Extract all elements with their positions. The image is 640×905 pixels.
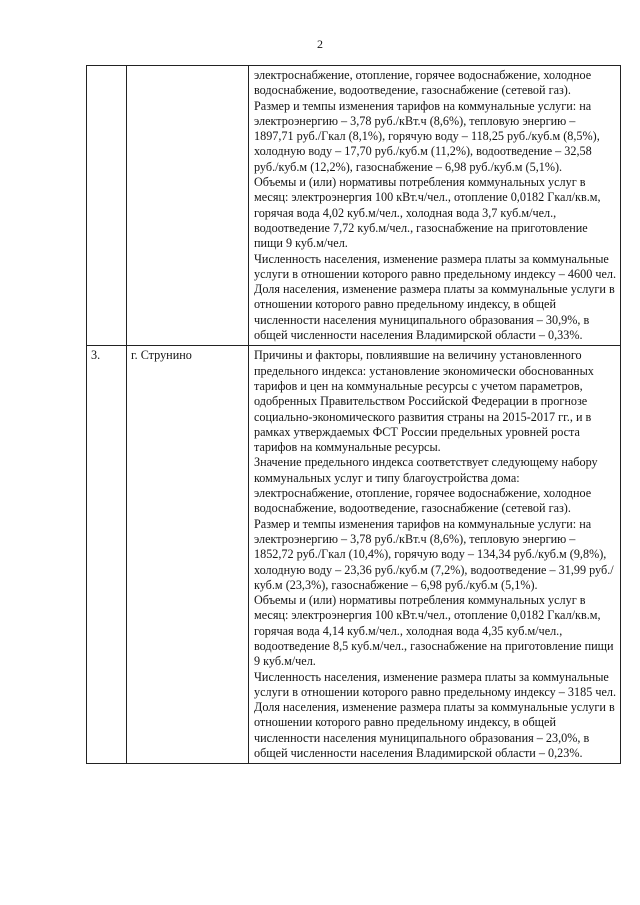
description-paragraph: Численность населения, изменение размера платы за коммунальные услуги в отношении которого равно предельному индексу – 4600 чел. (254, 251, 617, 281)
description-cell (249, 66, 621, 346)
description-paragraph: Значение предельного индекса соответствует следующему набору коммунальных услуг и типу благоустройства дома: электроснабжение, отопление, горячее водоснабжение, холодное водоснабжение, водоотведение, газоснабжение (сетевой газ). (254, 455, 598, 516)
municipality-cell (127, 66, 249, 346)
description-paragraph: Размер и темпы изменения тарифов на коммунальные услуги: на электроэнергию – 3,78 руб./кВт.ч (8,6%), тепловую энергию – 1852,72 руб./Гкал (10,4%), горячую воду – 134,34 руб./куб.м (9,8%), холодную воду – 23,36 руб./куб.м (7,2%), водоотведение – 31,99 руб./куб.м (23,3%), газоснабжение – 6,98 руб./куб.м (5,1%). (254, 516, 614, 592)
table-row (87, 346, 621, 764)
description-paragraph: Численность населения, изменение размера платы за коммунальные услуги в отношении которого равно предельному индексу – 3185 чел. (254, 669, 617, 699)
description-paragraph: Объемы и (или) нормативы потребления коммунальных услуг в месяц: электроэнергия 100 кВт.ч/чел., отопление 0,0182 Гкал/кв.м, горячая вода 4,02 куб.м/чел., холодная вода 3,7 куб.м/чел., водоотведение 7,72 куб.м/чел., газоснабжение на приготовление пищи 9 куб.м/чел. (254, 175, 601, 251)
row-number-cell (87, 66, 127, 346)
municipality-cell: г. Струнино (127, 346, 249, 764)
description-paragraph: электроснабжение, отопление, горячее водоснабжение, холодное водоснабжение, водоотведение, газоснабжение (сетевой газ). (254, 68, 592, 98)
table-row (87, 66, 621, 346)
description-paragraph: Размер и темпы изменения тарифов на коммунальные услуги: на электроэнергию – 3,78 руб./кВт.ч (8,6%), тепловую энергию – 1897,71 руб./Гкал (8,1%), горячую воду – 118,25 руб./куб.м (8,5%), холодную воду – 17,70 руб./куб.м (11,2%), водоотведение – 32,58 руб./куб.м (12,2%), газоснабжение – 6,98 руб./куб.м (5,1%). (254, 98, 600, 174)
description-paragraph: Объемы и (или) нормативы потребления коммунальных услуг в месяц: электроэнергия 100 кВт.ч/чел., отопление 0,0182 Гкал/кв.м, горячая вода 4,14 куб.м/чел., холодная вода 4,35 куб.м/чел., водоотведение 8,5 куб.м/чел., газоснабжение на приготовление пищи 9 куб.м/чел. (254, 593, 614, 669)
description-paragraph: Доля населения, изменение размера платы за коммунальные услуги в отношении которого равно предельному индексу, в общей численности населения муниципального образования – 30,9%, в общей численности населения Владимирской области – 0,33%. (254, 282, 615, 343)
page-number: 2 (317, 37, 323, 51)
row-number-cell: 3. (87, 346, 127, 764)
description-paragraph: Доля населения, изменение размера платы за коммунальные услуги в отношении которого равно предельному индексу, в общей численности населения муниципального образования – 23,0%, в общей численности населения Владимирской области – 0,23%. (254, 700, 615, 761)
description-cell (249, 346, 621, 764)
tariff-table (86, 65, 621, 764)
description-paragraph: Причины и факторы, повлиявшие на величину установленного предельного индекса: установление экономически обоснованных тарифов и цен на коммунальные ресурсы с учетом параметров, одобренных Правительством Российской Федерации в прогнозе социально-экономического развития страны на 2015-2017 гг., и в рамках утверждаемых ФСТ России предельных уровней роста тарифов на коммунальные ресурсы. (254, 348, 594, 455)
